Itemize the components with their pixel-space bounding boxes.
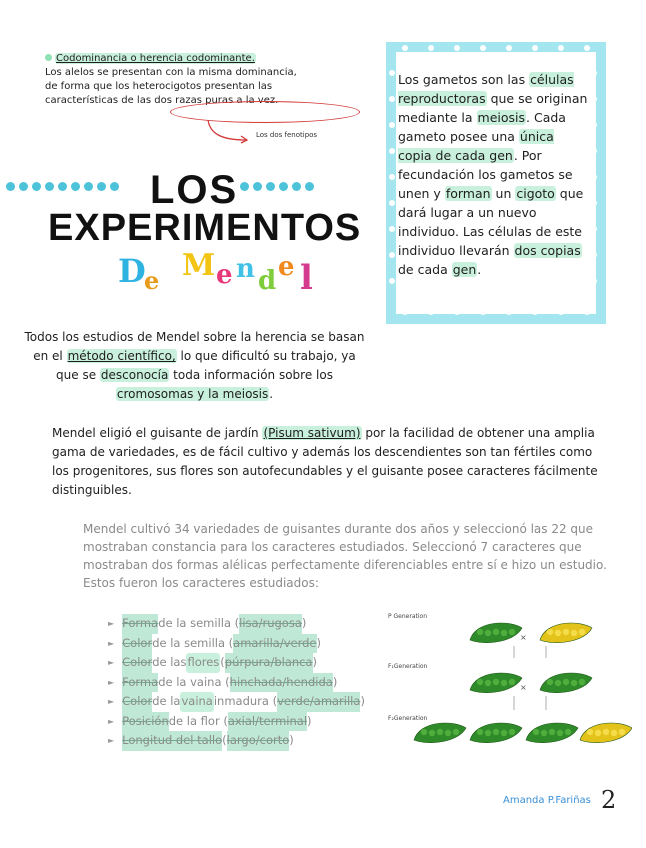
frame-dot <box>558 45 564 51</box>
text-run: un <box>491 186 516 201</box>
text-run: . Por fecundación los gametos se unen y <box>398 148 573 201</box>
mendel-letter: M <box>182 248 216 283</box>
text-run: toda información sobre los <box>169 368 333 382</box>
text-run: ) <box>289 733 294 747</box>
mendel-letter: e <box>278 252 295 282</box>
text-run: Los gametos son las <box>398 72 530 87</box>
trait-item <box>108 634 365 654</box>
text-run: de la vaina ( <box>158 674 230 689</box>
text-run: ( <box>222 733 227 747</box>
trait-item <box>108 614 365 634</box>
text-run: lo que dificultó su trabajo, ya que se <box>56 349 356 382</box>
arrow-bullet-icon: ► <box>108 697 115 706</box>
frame-dot <box>591 226 597 232</box>
frame-dot <box>506 45 512 51</box>
codominancia-line: de forma que los heterocigotos presentan las <box>45 81 273 92</box>
highlight: forman <box>445 186 491 201</box>
frame-dot <box>591 96 597 102</box>
trait-values: amarilla/verde <box>233 634 316 654</box>
frame-dot <box>480 309 486 315</box>
text-run: Mendel eligió el guisante de jardín <box>52 426 263 440</box>
green-pea-pod <box>540 673 592 693</box>
text-run: . <box>477 262 482 277</box>
mendel-letter: n <box>236 254 255 284</box>
codominancia-title: Codominancia o herencia codominante. <box>56 53 255 64</box>
title-de-mendel <box>118 248 338 308</box>
dot-decoration-right <box>240 182 314 191</box>
arrow-bullet-icon: ► <box>108 638 115 648</box>
text-run: que dará lugar a un nuevo individuo. Las células de este individuo llevarán <box>398 186 584 258</box>
frame-dot <box>389 252 395 258</box>
trait-item <box>108 673 365 693</box>
frame-dot <box>506 309 512 315</box>
f1-generation-label: F₁Generation <box>388 663 428 670</box>
f2-generation-label: F₂Generation <box>388 715 428 722</box>
highlight: única copia de cada gen <box>398 129 554 163</box>
frame-dot <box>480 45 486 51</box>
frame-dot <box>591 148 597 154</box>
frame-dot <box>454 309 460 315</box>
mendel-letter: D <box>118 252 146 290</box>
green-pea-pod <box>470 673 522 693</box>
frame-dot <box>591 122 597 128</box>
frame-dot <box>389 226 395 232</box>
mendel-letter: d <box>258 266 277 296</box>
p-generation-label: P Generation <box>388 613 427 620</box>
highlight: dos copias <box>514 243 581 258</box>
trait-name: Forma <box>122 614 158 634</box>
cultivo-paragraph: Mendel cultivó 34 variedades de guisantes durante dos años y seleccionó las 22 que mostraban constancia para los caracteres estudiados. Seleccionó 7 caracteres que mostraban dos formas alélicas perfectamente diferenciables entre sí e hizo un estudio. Estos fueron los caracteres estudiados: <box>83 522 607 590</box>
mendel-letter: e <box>216 260 233 290</box>
trait-name: Longitud del tallo <box>122 731 222 751</box>
trait-item <box>108 692 365 712</box>
frame-dot <box>428 45 434 51</box>
frame-dot <box>591 200 597 206</box>
frame-dot <box>584 309 590 315</box>
yellow-pea-pod <box>540 623 592 643</box>
author-name: Amanda P.Fariñas <box>503 795 591 806</box>
frame-dot <box>389 278 395 284</box>
text-run: de la flor ( <box>168 713 228 728</box>
highlight: cigoto <box>516 186 555 201</box>
trait-organ: flores <box>186 653 220 673</box>
text-run: . Cada gameto posee una <box>398 110 566 144</box>
frame-dot <box>454 45 460 51</box>
trait-organ: vaina <box>180 692 213 712</box>
guisante-paragraph <box>52 424 607 500</box>
cross-symbol: × <box>520 633 527 642</box>
highlight: cromosomas y la meiosis <box>116 387 269 401</box>
frame-dot <box>389 70 395 76</box>
highlight: meiosis <box>477 110 526 125</box>
arrow-bullet-icon: ► <box>108 658 115 667</box>
trait-values: lisa/rugosa <box>239 614 302 634</box>
arrow-bullet-icon: ► <box>108 619 115 628</box>
highlight: gen <box>452 262 477 277</box>
trait-values: axial/terminal <box>228 712 307 732</box>
green-pea-pod <box>414 723 466 743</box>
frame-dot <box>591 70 597 76</box>
trait-name: Posición <box>122 712 169 732</box>
frame-dot <box>591 174 597 180</box>
trait-values: hinchada/hendida <box>230 673 333 693</box>
yellow-pea-pod <box>580 723 632 743</box>
trait-name: Forma <box>122 673 158 693</box>
frame-dot <box>584 45 590 51</box>
title-los: LOS <box>150 168 239 212</box>
text-run: ) <box>360 694 365 708</box>
frame-dot <box>428 309 434 315</box>
text-run: Todos los estudios de Mendel sobre la herencia se basan en el <box>24 330 365 363</box>
highlight: (Pisum sativum) <box>263 426 361 440</box>
frame-dot <box>591 278 597 284</box>
frame-dot <box>402 309 408 315</box>
text-run: ( <box>220 655 225 669</box>
title-experimentos: EXPERIMENTOS <box>48 207 362 249</box>
text-run: que se originan mediante la <box>398 91 588 125</box>
codominancia-circled: dos razas puras a la vez. <box>154 95 279 106</box>
codominancia-line: características de las <box>45 95 155 106</box>
gametos-text <box>398 70 590 279</box>
green-pea-pod <box>526 723 578 743</box>
frame-dot <box>591 252 597 258</box>
fenotipos-annotation: Los dos fenotipos <box>256 131 318 139</box>
highlight: desconocía <box>100 368 169 382</box>
bullet-icon <box>45 54 52 61</box>
text-run: de cada <box>398 262 452 277</box>
text-run: por la facilidad de obtener una amplia gama de variedades, es de fácil cultivo y además los descendientes son tan fértiles como los progenitores, sus flores son autofecundables y el guisante posee caracteres fácilmente distinguibles. <box>52 426 598 497</box>
text-run: inmadura ( <box>213 694 278 708</box>
highlight: método científico, <box>67 349 176 363</box>
red-circle-annotation <box>170 101 360 123</box>
green-pea-pod <box>470 723 522 743</box>
frame-dot <box>389 174 395 180</box>
arrow-icon <box>200 118 250 146</box>
codominancia-line: Los alelos se presentan con la misma dominancia, <box>45 67 297 78</box>
frame-dot <box>389 96 395 102</box>
green-pea-pod <box>470 623 522 643</box>
frame-dot <box>532 309 538 315</box>
text-run: de la semilla ( <box>152 635 234 650</box>
arrow-bullet-icon: ► <box>108 716 115 726</box>
frame-dot <box>389 148 395 154</box>
text-run: de la <box>152 694 181 708</box>
page-number: 2 <box>601 786 617 814</box>
mendel-letter: e <box>144 266 160 295</box>
trait-values: verde/amarilla <box>277 692 360 712</box>
text-run: ) <box>301 616 307 630</box>
text-run: ) <box>332 674 338 689</box>
frame-dot <box>558 309 564 315</box>
cross-symbol: × <box>520 683 527 692</box>
trait-item <box>108 653 365 673</box>
todos-paragraph <box>22 328 367 404</box>
frame-dot <box>532 45 538 51</box>
trait-name: Color <box>122 634 152 654</box>
frame-dot <box>389 200 395 206</box>
frame-dot <box>389 122 395 128</box>
trait-item <box>108 731 365 751</box>
highlight: células reproductoras <box>398 72 574 106</box>
mendel-letter: l <box>300 258 313 298</box>
frame-dot <box>402 45 408 51</box>
pea-generations-diagram <box>384 608 632 750</box>
trait-name: Color <box>122 653 152 673</box>
codominancia-note <box>45 52 365 108</box>
traits-list <box>108 614 365 751</box>
text-run: ) <box>312 655 318 669</box>
text-run: de la semilla ( <box>158 616 240 630</box>
dot-decoration-left <box>6 182 119 191</box>
text-run: . <box>269 387 274 401</box>
text-run: de las <box>152 655 187 669</box>
trait-item <box>108 712 365 732</box>
arrow-bullet-icon: ► <box>108 677 115 687</box>
trait-name: Color <box>122 692 152 712</box>
trait-values: púrpura/blanca <box>225 653 313 673</box>
trait-values: largo/corto <box>227 731 290 751</box>
arrow-bullet-icon: ► <box>108 736 115 745</box>
text-run: ) <box>316 635 321 650</box>
text-run: ) <box>307 713 312 728</box>
